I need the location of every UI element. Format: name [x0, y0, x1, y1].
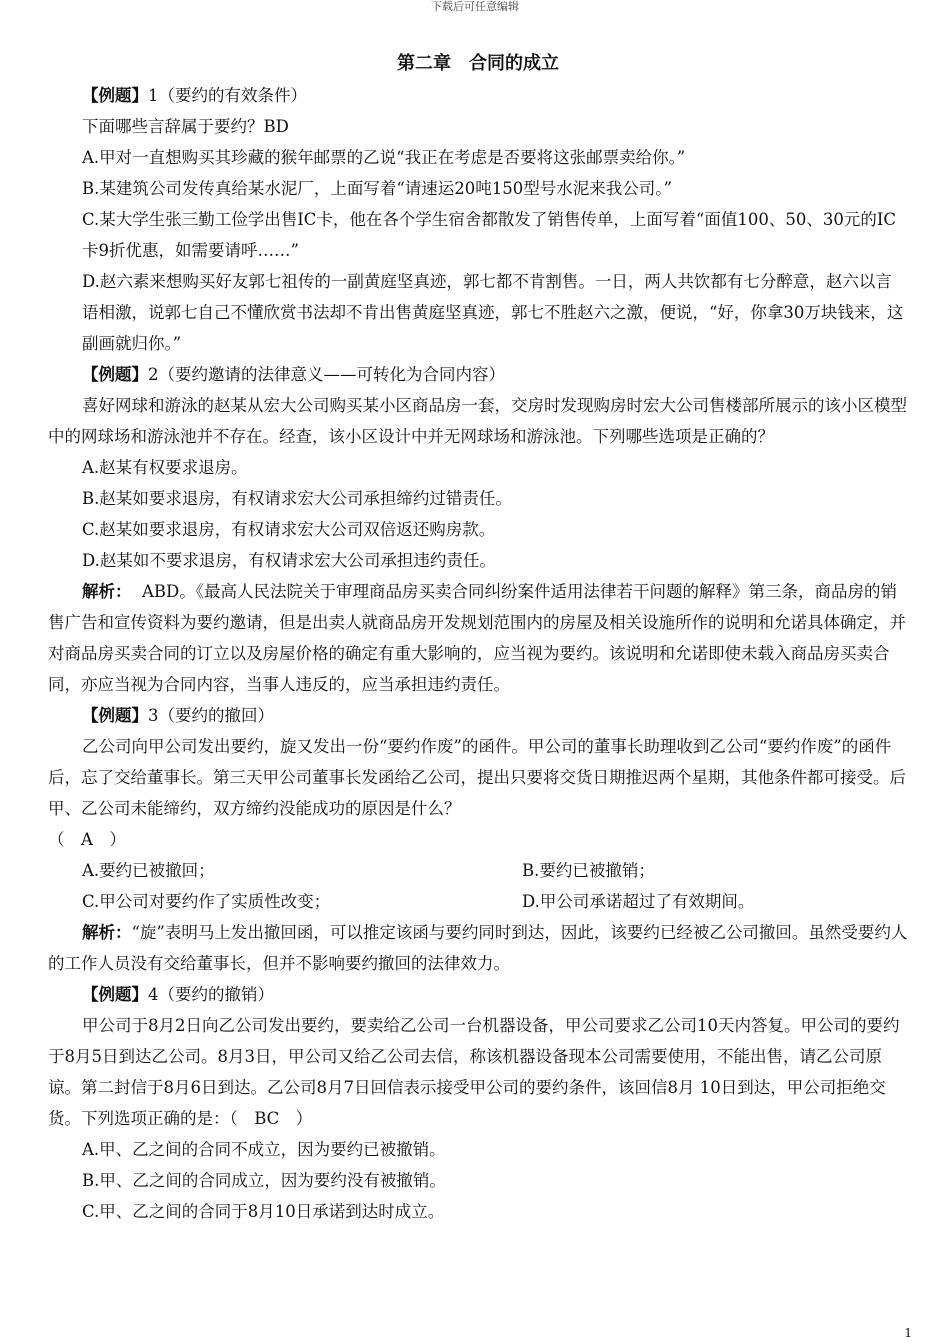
example-1-question: 下面哪些言辞属于要约？BD	[82, 117, 289, 136]
example-4-option-a: A.甲、乙之间的合同不成立，因为要约已被撤销。	[82, 1140, 446, 1159]
example-2-option-c: C.赵某如要求退房，有权请求宏大公司双倍返还购房款。	[82, 520, 496, 539]
analysis-text: “旋”表明马上发出撤回函，可以推定该函与要约同时到达，因此，该要约已经被乙公司撤回。虽然受要约人的工作人员没有交给董事长，但并不影响要约撤回的法律效力。	[48, 923, 908, 973]
example-3-options-row-2	[48, 886, 908, 917]
analysis-text: ABD。《最高人民法院关于审理商品房买卖合同纠纷案件适用法律若干问题的解释》第三条，商品房的销售广告和宣传资料为要约邀请，但是出卖人就商品房开发规划范围内的房屋及相关设施所作的说明和允诺具体确定，并对商品房买卖合同的订立以及房屋价格的确定有重大影响的，应当视为要约。该说明和允诺即使未载入商品房买卖合同，亦应当视为合同内容，当事人违反的，应当承担违约责任。	[48, 582, 906, 694]
analysis-label: 解析：	[82, 923, 132, 942]
page-number: 1	[904, 1326, 912, 1340]
analysis-label: 解析：	[82, 582, 132, 601]
example-2-question: 喜好网球和游泳的赵某从宏大公司购买某小区商品房一套，交房时发现购房时宏大公司售楼部所展示的该小区模型中的网球场和游泳池并不存在。经查，该小区设计中并无网球场和游泳池。下列哪些选项是正确的？	[48, 396, 907, 446]
document-body	[48, 48, 908, 1227]
example-1-option-a: A.甲对一直想购买其珍藏的猴年邮票的乙说“我正在考虑是否要将这张邮票卖给你。”	[82, 148, 686, 167]
example-1-heading	[48, 80, 908, 111]
example-number: 4（要约的撤销）	[148, 985, 274, 1004]
example-3-answer: （ A ）	[48, 830, 126, 849]
example-4-option-b: B.甲、乙之间的合同成立，因为要约没有被撤销。	[82, 1171, 446, 1190]
example-3-option-a: A.要约已被撤回；	[82, 861, 215, 880]
example-2-analysis	[48, 576, 908, 700]
example-1-option-d: D.赵六素来想购买好友郭七祖传的一副黄庭坚真迹，郭七都不肯割售。一日，两人共饮都有七分醉意，赵六以言语相激，说郭七自己不懂欣赏书法却不肯出售黄庭坚真迹，郭七不胜赵六之激，便说，“好，你拿30万块钱来，这副画就归你。”	[82, 272, 904, 353]
page-title: 第二章 合同的成立	[397, 53, 559, 74]
example-2-option-b: B.赵某如要求退房，有权请求宏大公司承担缔约过错责任。	[82, 489, 512, 508]
example-3-analysis	[48, 917, 908, 979]
example-2-option-a: A.赵某有权要求退房。	[82, 458, 248, 477]
example-1-option-c: C.某大学生张三勤工俭学出售IC卡，他在各个学生宿舍都散发了销售传单，上面写着“面值100、50、30元的IC卡9折优惠，如需要请呼……”	[82, 210, 896, 260]
example-3-option-d: D.甲公司承诺超过了有效期间。	[522, 892, 755, 911]
example-3-question: 乙公司向甲公司发出要约，旋又发出一份“要约作废”的函件。甲公司的董事长助理收到乙公司“要约作废”的函件后，忘了交给董事长。第三天甲公司董事长发函给乙公司，提出只要将交货日期推迟两个星期，其他条件都可接受。后甲、乙公司未能缔约，双方缔约没能成功的原因是什么？	[48, 737, 906, 818]
example-3-options-row-1	[48, 855, 908, 886]
example-3-option-c: C.甲公司对要约作了实质性改变；	[82, 892, 331, 911]
header-note: 下载后可任意编辑	[431, 0, 519, 13]
example-2-option-d: D.赵某如不要求退房，有权请求宏大公司承担违约责任。	[82, 551, 496, 570]
example-3-option-b: B.要约已被撤销；	[522, 861, 655, 880]
example-4-option-c: C.甲、乙之间的合同于8月10日承诺到达时成立。	[82, 1202, 445, 1221]
example-2-heading	[48, 359, 908, 390]
example-tag: 【例题】	[82, 365, 148, 384]
example-4-heading	[48, 979, 908, 1010]
example-tag: 【例题】	[82, 86, 148, 105]
example-number: 1（要约的有效条件）	[148, 86, 307, 105]
example-3-heading	[48, 700, 908, 731]
example-1-option-b: B.某建筑公司发传真给某水泥厂，上面写着“请速运20吨150型号水泥来我公司。”	[82, 179, 672, 198]
example-number: 3（要约的撤回）	[148, 706, 274, 725]
example-tag: 【例题】	[82, 706, 148, 725]
example-4-question: 甲公司于8月2日向乙公司发出要约，要卖给乙公司一台机器设备，甲公司要求乙公司10天内答复。甲公司的要约于8月5日到达乙公司。8月3日，甲公司又给乙公司去信，称该机器设备现本公司需要使用，不能出售，请乙公司原谅。第二封信于8月6日到达。乙公司8月7日回信表示接受甲公司的要约条件，该回信8月 10日到达，甲公司拒绝交货。下列选项正确的是：（ BC ）	[48, 1016, 900, 1128]
example-number: 2（要约邀请的法律意义——可转化为合同内容）	[148, 365, 505, 384]
example-tag: 【例题】	[82, 985, 148, 1004]
